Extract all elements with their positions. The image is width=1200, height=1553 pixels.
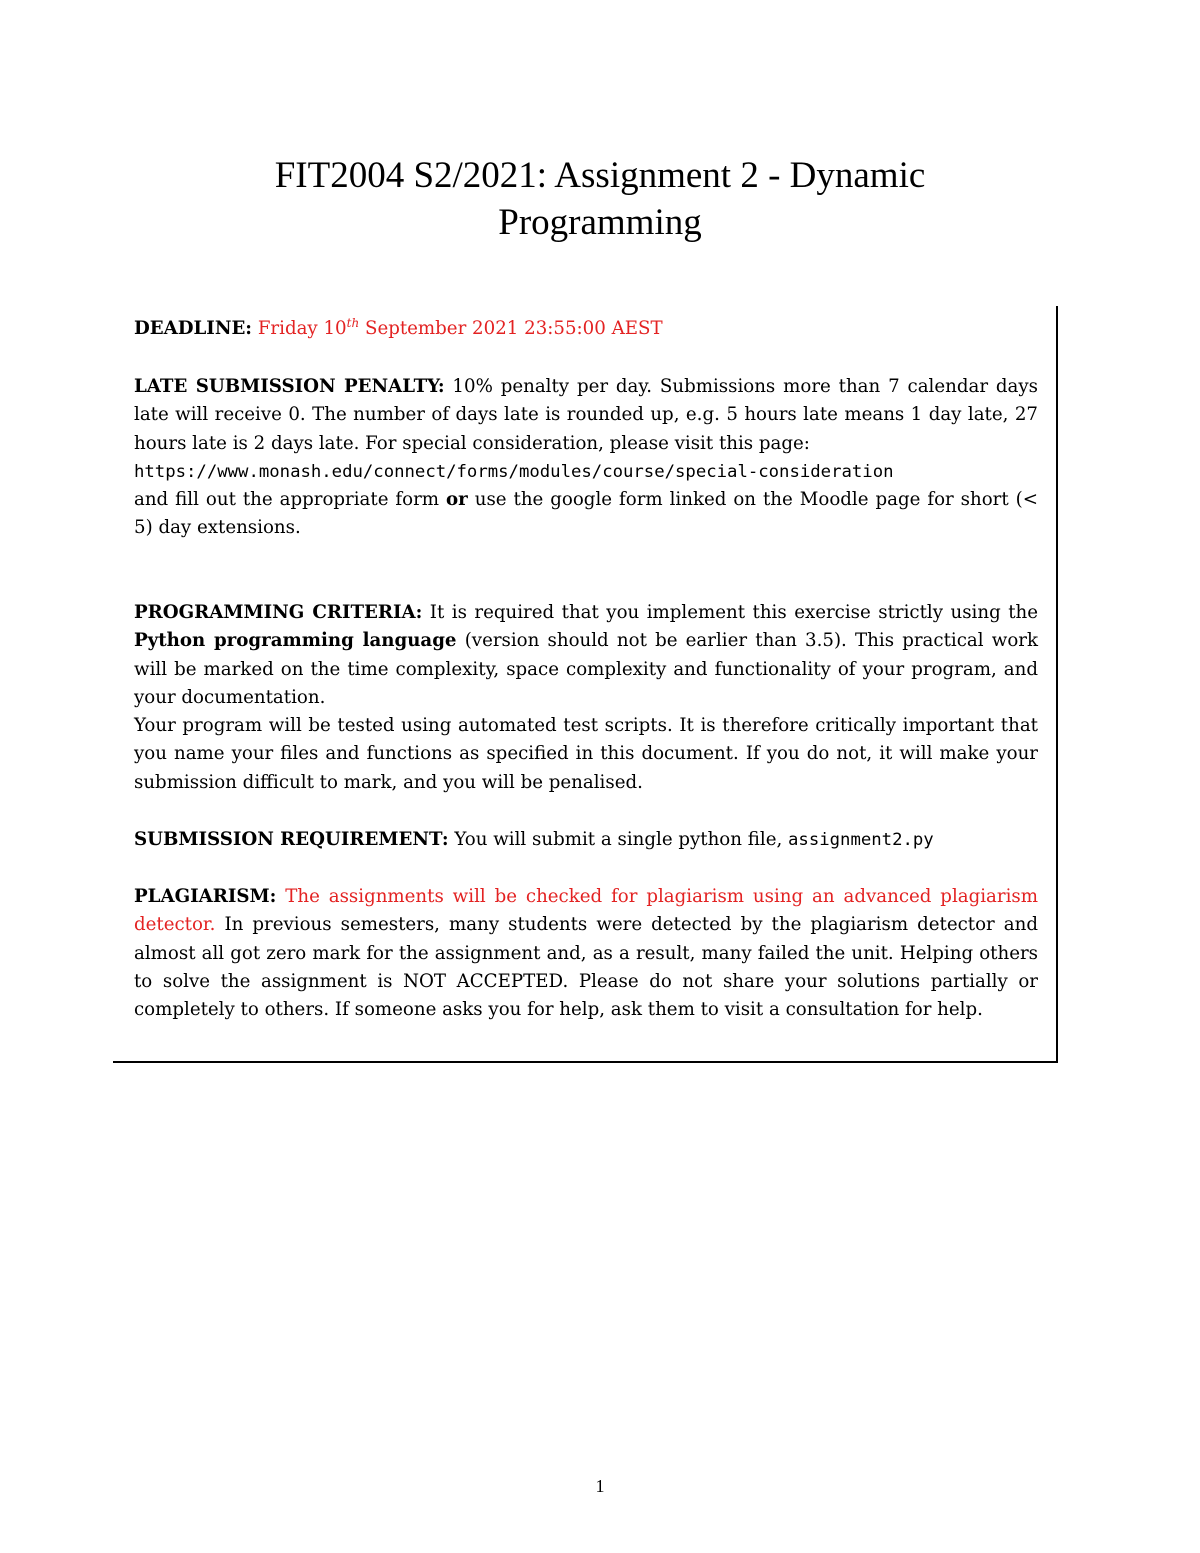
box-right-border [1056,306,1058,1063]
deadline-section [134,315,1038,343]
deadline-label: DEADLINE: [134,318,253,339]
late-penalty-or: or [446,489,468,511]
plagiarism-label: PLAGIARISM: [134,886,277,907]
document-title-line-2: Programming [498,202,702,243]
late-penalty-text-2: and fill out the appropriate form [134,489,447,511]
plagiarism-section [134,883,1038,1024]
late-penalty-section [134,373,1038,543]
plagiarism-text: In previous semesters, many students were detected by the plagiarism detector and almost all got zero mark for the assignment and, as a result, many failed the unit. Helping others to solve the assignment is NOT ACCEPTED. Please do not share your solutions partially or completely to others. If someone asks you for help, ask them to visit a consultation for help. [134,914,1038,1021]
deadline-date-time: September 2021 23:55:00 AEST [359,318,663,339]
late-penalty-label: LATE SUBMISSION PENALTY: [134,376,445,397]
submission-label: SUBMISSION REQUIREMENT: [134,829,449,850]
special-consideration-link[interactable]: https://www.monash.edu/connect/forms/modules/course/special-consideration [134,461,894,482]
page-number: 1 [595,1476,605,1496]
box-bottom-border [113,1061,1058,1063]
submission-section [134,826,1064,854]
deadline-day-suffix: th [346,315,360,330]
programming-criteria-text-3: Your program will be tested using automated test scripts. It is therefore critically important that you name your files and functions as specified in this document. If you do not, it will make your submission difficult to mark, and you will be penalised. [134,715,1038,793]
plagiarism-warning: The assignments will be checked for plagiarism using an advanced plagiarism detector. [134,886,1038,936]
document-title-line-1: FIT2004 S2/2021: Assignment 2 - Dynamic [274,155,926,196]
programming-criteria-text-2: (version should not be earlier than 3.5). This practical work will be marked on the time complexity, space complexity and functionality of your program, and your documentation. [134,630,1038,708]
programming-criteria-label: PROGRAMMING CRITERIA: [134,602,423,623]
late-penalty-text: 10% penalty per day. Submissions more than 7 calendar days late will receive 0. The number of days late is rounded up, e.g. 5 hours late means 1 day late, 27 hours late is 2 days late. For special consideration, please visit this page: [134,376,1038,454]
deadline-day: Friday 10 [257,318,347,339]
programming-criteria-text: It is required that you implement this exercise strictly using the [422,602,1038,623]
late-penalty-text-3: use the google form linked on the Moodle page for short (< 5) day extensions. [134,489,1038,539]
submission-filename: assignment2.py [788,830,934,850]
submission-text: You will submit a single python file, [448,829,789,850]
programming-criteria-section [134,599,1038,797]
python-language: Python programming language [134,630,457,652]
